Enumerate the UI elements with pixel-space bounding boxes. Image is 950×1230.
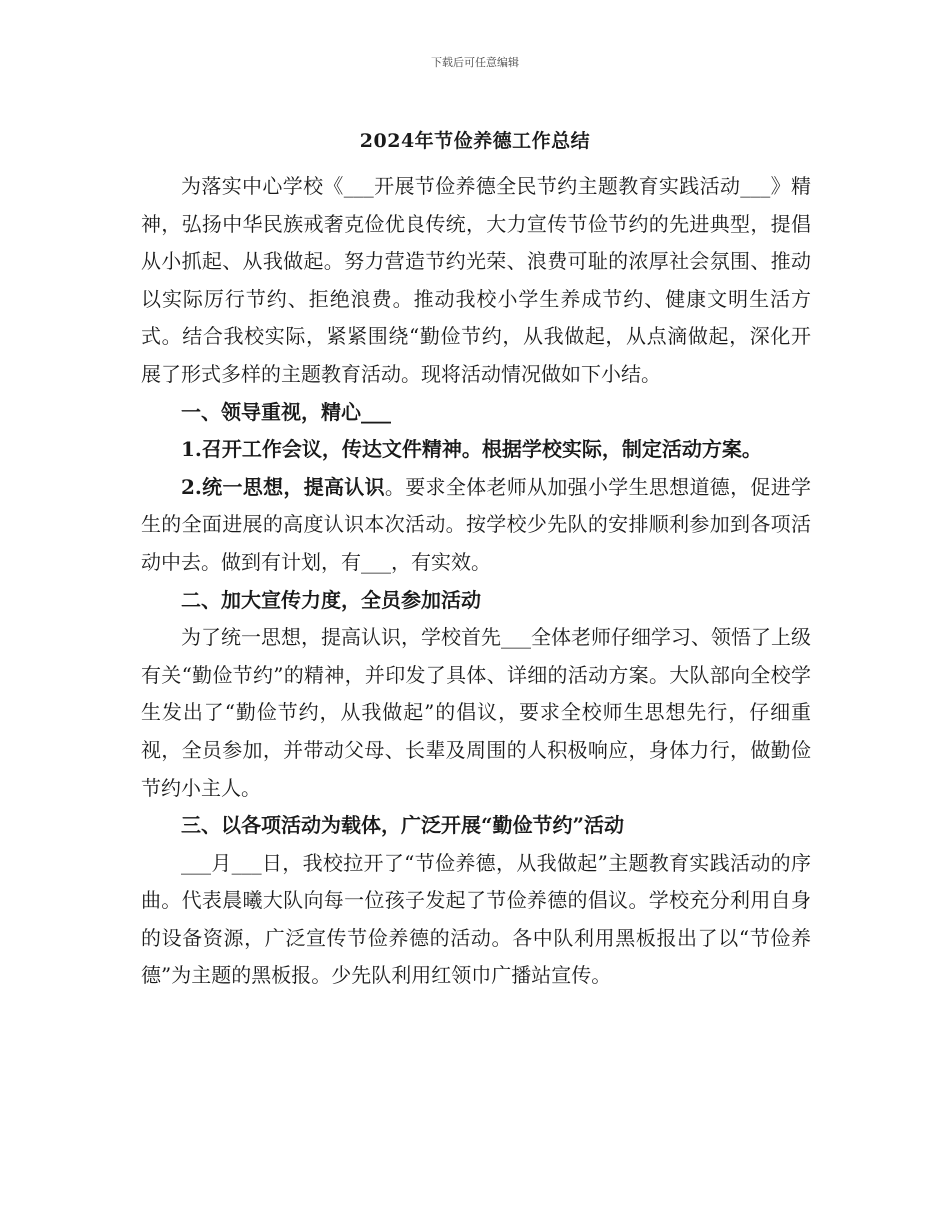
list-item-2 bbox=[141, 469, 811, 582]
list-item-2-text: 。要求全体老师从加强小学生思想道德，促进学生的全面进展的高度认识本次活动。按学校少先队的安排顺利参加到各项活动中去。做到有计划，有___，有实效。 bbox=[141, 474, 811, 574]
document-title: 2024年节俭养德工作总结 bbox=[359, 130, 591, 152]
intro-paragraph: 为落实中心学校《___开展节俭养德全民节约主题教育实践活动___》精神，弘扬中华民族戒奢克俭优良传统，大力宣传节俭节约的先进典型，提倡从小抓起、从我做起。努力营造节约光荣、浪费可耻的浓厚社会氛围、推动以实际厉行节约、拒绝浪费。推动我校小学生养成节约、健康文明生活方式。结合我校实际，紧紧围绕“勤俭节约，从我做起，从点滴做起，深化开展了形式多样的主题教育活动。现将活动情况做如下小结。 bbox=[141, 174, 811, 386]
section-2-paragraph: 为了统一思想，提高认识，学校首先___全体老师仔细学习、领悟了上级有关“勤俭节约”的精神，并印发了具体、详细的活动方案。大队部向全校学生发出了“勤俭节约，从我做起”的倡议，要求全校师生思想先行，仔细重视，全员参加，并带动父母、长辈及周围的人积极响应，身体力行，做勤俭节约小主人。 bbox=[141, 625, 811, 800]
section-heading-1: 一、领导重视，精心___ bbox=[181, 399, 391, 424]
page-header-note: 下载后可任意编辑 bbox=[431, 56, 519, 69]
list-item-1: 1.召开工作会议，传达文件精神。根据学校实际，制定活动方案。 bbox=[181, 437, 762, 462]
section-3-paragraph: ___月___日，我校拉开了“节俭养德，从我做起”主题教育实践活动的序曲。代表晨曦大队向每一位孩子发起了节俭养德的倡议。学校充分利用自身的设备资源，广泛宣传节俭养德的活动。各中队利用黑板报出了以“节俭养德”为主题的黑板报。少先队利用红领巾广播站宣传。 bbox=[141, 850, 811, 988]
section-heading-2: 二、加大宣传力度，全员参加活动 bbox=[181, 587, 481, 612]
list-item-2-lead: 2.统一思想，提高认识 bbox=[181, 474, 385, 499]
section-heading-3: 三、以各项活动为载体，广泛开展“勤俭节约”活动 bbox=[181, 813, 625, 838]
document-body bbox=[141, 168, 811, 995]
